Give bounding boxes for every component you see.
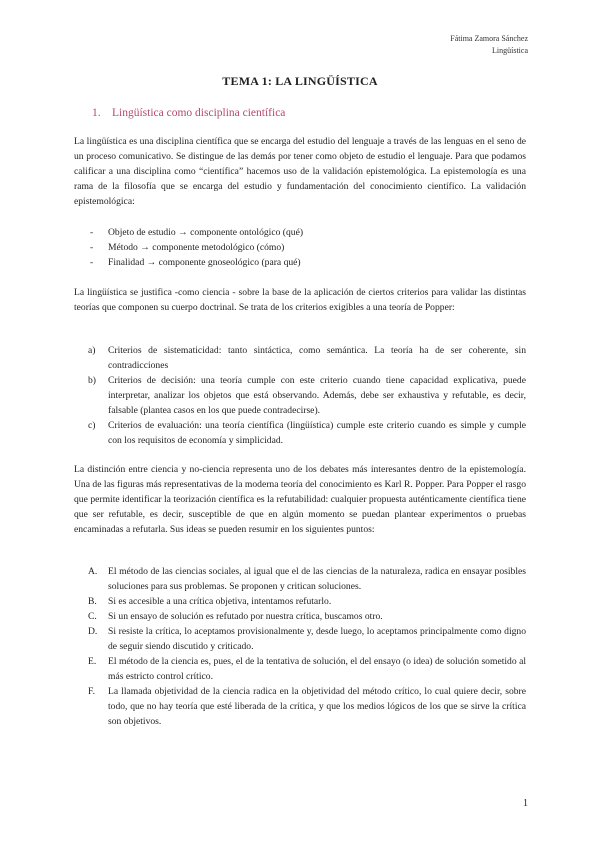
section-number: 1. (92, 107, 101, 119)
list-item-text: El método de la ciencia es, pues, el de la tentativa de solución, el del ensayo (o idea) de solución sometido al más estricto control crítico. (108, 656, 526, 682)
list-marker: F. (88, 686, 95, 697)
header-subject: Lingüística (492, 46, 528, 55)
list-item-text: Criterios de evaluación: una teoría científica (lingüística) cumple este criterio cuando es simple y cumple con los requisitos de economía y simplicidad. (108, 420, 526, 446)
list-marker: A. (88, 566, 98, 577)
paragraph-popper: La distinción entre ciencia y no-ciencia representa uno de los debates más interesantes dentro de la epistemología. Una de las figuras más representativas de la moderna teoría del conocimiento es Karl R. Popper. Para Popper el rasgo que permite identificar la teorización científica es la refutabilidad: cualquier propuesta auténticamente científica tiene que ser refutable, es decir, susceptible de que en algún momento se puedan plantear experimentos o pruebas encaminadas a refutarla. Sus ideas se pueden resumir en los siguientes puntos: (74, 464, 526, 535)
list-item-text: La llamada objetividad de la ciencia radica en la objetividad del método crítico, lo cual quiere decir, sobre todo, que no hay teoría que esté liberada de la crítica, y que los medios lógicos de los que se sirve la crítica son objetivos. (108, 686, 526, 727)
list-item-text: Finalidad → componente gnoseológico (para qué) (108, 257, 301, 268)
list-marker: C. (88, 611, 97, 622)
list-item (88, 609, 526, 624)
header-author: Fátima Zamora Sánchez (450, 34, 528, 43)
list-item (90, 225, 520, 240)
popper-points-list (88, 564, 526, 729)
list-marker: B. (88, 596, 97, 607)
paragraph-intro: La lingüística es una disciplina científica que se encarga del estudio del lenguaje a través de las lenguas en el seno de un proceso comunicativo. Se distingue de las demás por tener como objeto de estudio el lenguaje. Para que podamos calificar a una disciplina como “científica” hacemos uso de la validación epistemológica. La epistemología es una rama de la filosofía que se encarga del estudio y fundamentación del conocimiento científico. La validación epistemológica: (74, 136, 526, 207)
list-item-text: Criterios de decisión: una teoría cumple con este criterio cuando tiene capacidad explicativa, puede interpretar, analizar los objetos que está observando. Además, debe ser exhaustiva y refutable, es decir, falsable (plantea casos en los que puede contradecirse). (108, 375, 526, 416)
list-marker: - (90, 242, 94, 253)
page-title: TEMA 1: LA LINGÜÍSTICA (222, 74, 378, 88)
list-item (90, 240, 520, 255)
list-marker: b) (88, 375, 96, 386)
list-item (88, 418, 526, 448)
list-item (88, 624, 526, 654)
list-item (88, 564, 526, 594)
paragraph-justification: La lingüística se justifica -como ciencia - sobre la base de la aplicación de ciertos criterios para validar las distintas teorías que componen su cuerpo doctrinal. Se trata de los criterios exigibles a una teoría de Popper: (74, 287, 526, 313)
section-heading-text: Lingüística como disciplina científica (112, 107, 286, 119)
list-item (88, 684, 526, 729)
validation-list (90, 225, 520, 270)
list-marker: c) (88, 420, 96, 431)
list-marker: E. (88, 656, 97, 667)
list-item (88, 654, 526, 684)
list-marker: a) (88, 345, 96, 356)
list-marker: - (90, 227, 94, 238)
list-item-text: Si resiste la crítica, lo aceptamos provisionalmente y, desde luego, lo aceptamos principalmente como digno de seguir siendo discutido y criticado. (108, 626, 526, 652)
list-item-text: Método → componente metodológico (cómo) (108, 242, 285, 253)
list-item-text: Objeto de estudio → componente ontológico (qué) (108, 227, 304, 238)
list-item (88, 343, 526, 373)
list-item-text: Si un ensayo de solución es refutado por nuestra crítica, buscamos otro. (108, 611, 383, 622)
list-item-text: Si es accesible a una crítica objetiva, intentamos refutarlo. (108, 596, 332, 607)
list-marker: - (90, 257, 94, 268)
criteria-list (88, 343, 526, 448)
page-header (450, 33, 528, 57)
list-item-text: Criterios de sistematicidad: tanto sintáctica, como semántica. La teoría ha de ser coherente, sin contradicciones (108, 345, 526, 371)
list-item-text: El método de las ciencias sociales, al igual que el de las ciencias de la naturaleza, radica en ensayar posibles soluciones para sus problemas. Se proponen y critican soluciones. (108, 566, 526, 592)
list-marker: D. (88, 626, 98, 637)
page-number: 1 (523, 798, 528, 809)
list-item (88, 373, 526, 418)
section-heading (92, 107, 285, 119)
list-item (88, 594, 526, 609)
list-item (90, 255, 520, 270)
